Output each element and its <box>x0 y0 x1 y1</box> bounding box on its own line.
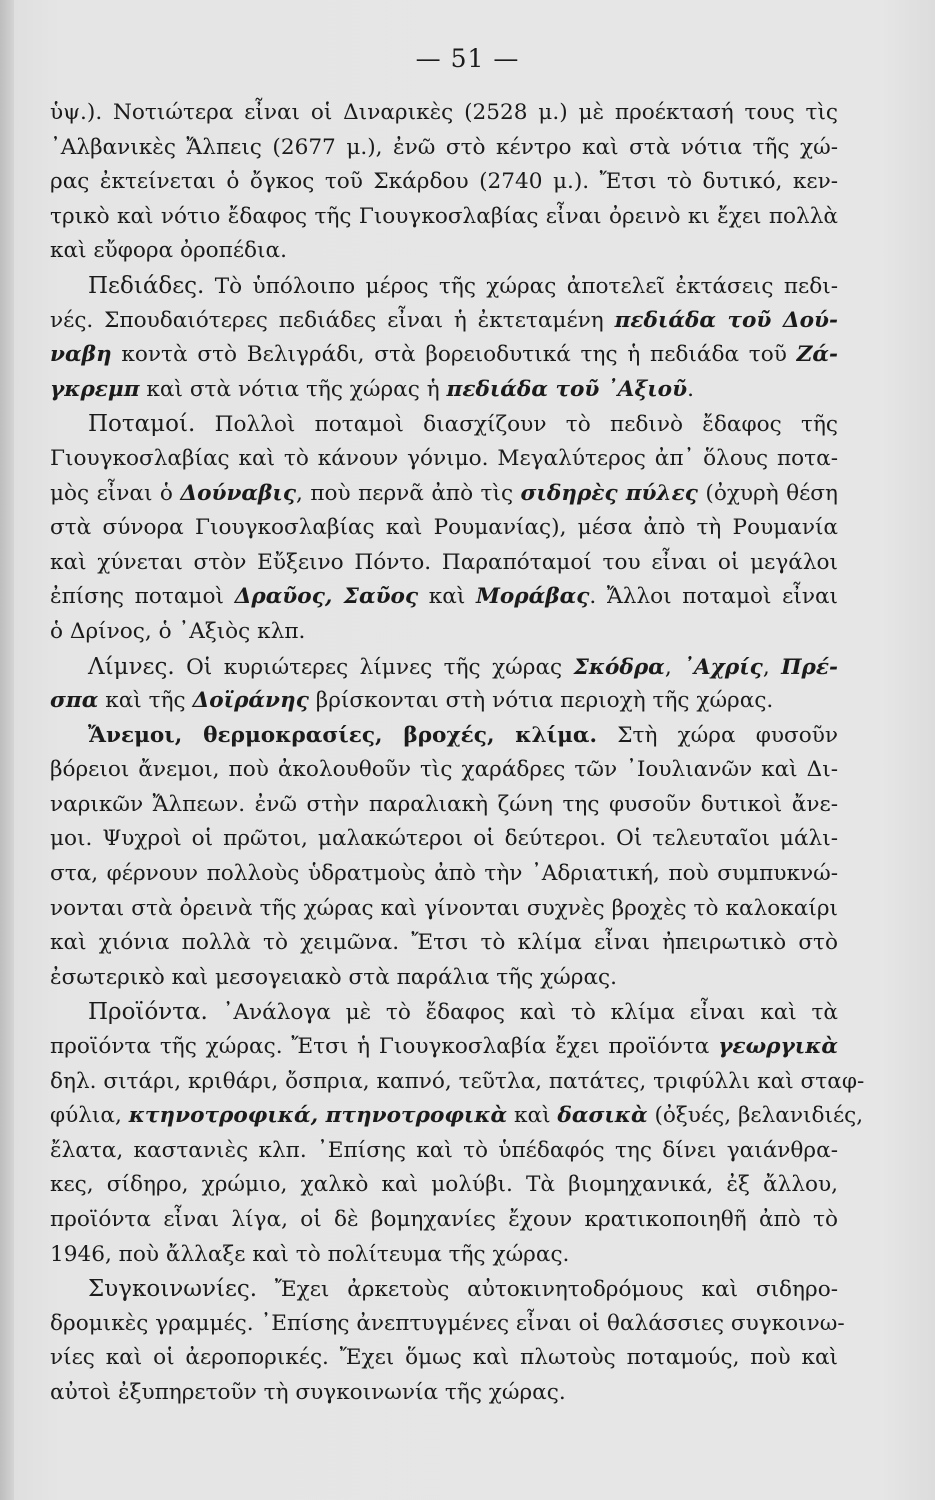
text-line <box>50 1307 845 1342</box>
text-segment: 1946, ποὺ ἄλλαξε καὶ τὸ πολίτευμα τῆς χώρας. <box>50 1241 570 1267</box>
body-text <box>50 96 865 1411</box>
page-number: — 51 — <box>415 44 520 73</box>
emphasized-term: σπα <box>50 688 99 714</box>
text-segment: ἔλατα, καστανιὲς κλπ. ᾿Επίσης καὶ τὸ ὑπέδαφός της δίνει γαιάνθρα- <box>50 1137 838 1163</box>
text-line <box>50 961 838 996</box>
text-segment: ἐπίσης ποταμοὶ <box>50 584 235 610</box>
text-line <box>50 580 838 615</box>
text-segment: φύλια, <box>50 1103 129 1129</box>
emphasized-term: Δούναβις <box>180 480 296 506</box>
text-segment: καὶ <box>507 1103 558 1129</box>
emphasized-term: Ἄνεμοι, θερμοκρασίες, βροχές, κλίμα. <box>88 722 598 748</box>
text-line <box>50 442 838 477</box>
text-segment: καὶ <box>418 584 476 610</box>
text-segment: προϊόντα τῆς χώρας. Ἔτσι ἡ Γιουγκοσλαβία ἔχει προϊόντα <box>50 1034 719 1060</box>
text-segment: καὶ χύνεται στὸν Εὔξεινο Πόντο. Παραπόταμοί του εἶναι οἱ μεγάλοι <box>50 549 838 575</box>
emphasized-term: σιδηρὲς πύλες <box>520 480 698 506</box>
text-segment: καὶ εὔφορα ὀροπέδια. <box>50 238 287 264</box>
text-segment: μοι. Ψυχροὶ οἱ πρῶτοι, μαλακώτεροι οἱ δεύτεροι. Οἱ τελευταῖοι μάλι- <box>50 826 838 852</box>
text-line <box>50 1341 838 1376</box>
text-line <box>50 234 838 269</box>
text-segment: δρομικὲς γραμμές. ᾿Επίσης ἀνεπτυγμένες εἶναι οἱ θαλάσσιες συγκοινω- <box>50 1310 845 1336</box>
emphasized-term: πεδιάδα τοῦ Δού- <box>614 307 838 333</box>
text-segment: νονται στὰ ὀρεινὰ τῆς χώρας καὶ γίνονται συχνὲς βροχὲς τὸ καλοκαίρι <box>50 895 838 921</box>
text-segment: ὁ Δρίνος, ὁ ᾿Αξιὸς κλπ. <box>50 618 306 644</box>
text-line <box>50 719 838 754</box>
text-line <box>50 1065 865 1100</box>
text-segment: ᾿Ανάλογα μὲ τὸ ἔδαφος καὶ τὸ κλίμα εἶναι καὶ τὰ <box>207 1000 838 1026</box>
text-line <box>50 892 838 927</box>
emphasized-term: γκρεμπ <box>50 376 140 402</box>
text-line <box>50 1168 838 1203</box>
text-line <box>50 373 838 408</box>
text-segment: καὶ χιόνια πολλὰ τὸ χειμῶνα. Ἔτσι τὸ κλίμα εἶναι ἠπειρωτικὸ στὸ <box>50 930 838 956</box>
text-segment: Πολλοὶ ποταμοὶ διασχίζουν τὸ πεδινὸ ἔδαφος τῆς <box>195 412 838 438</box>
text-segment: κοντὰ στὸ Βελιγράδι, στὰ βορειοδυτικά της ἡ πεδιάδα τοῦ <box>111 342 797 368</box>
text-line <box>50 995 838 1030</box>
text-line <box>50 1134 838 1169</box>
section-heading: Συγκοινωνίες. <box>88 1276 258 1303</box>
emphasized-term: γεωργικὰ <box>718 1034 838 1060</box>
text-line <box>50 788 838 823</box>
text-segment: ἐσωτερικὸ καὶ μεσογειακὸ στὰ παράλια τῆς χώρας. <box>50 964 618 990</box>
text-line <box>50 511 838 546</box>
text-segment: ᾿Αλβανικὲς Ἄλπεις (2677 μ.), ἐνῶ στὸ κέντρο καὶ στὰ νότια τῆς χώ- <box>50 134 838 160</box>
text-segment: καὶ τῆς <box>98 688 193 714</box>
text-line <box>50 615 838 650</box>
section-heading: Πεδιάδες. <box>88 272 205 299</box>
text-line <box>50 1030 838 1065</box>
text-segment: ὑψ.). Νοτιώτερα εἶναι οἱ Διναρικὲς (2528 μ.) μὲ προέκτασή τους τὶς <box>50 100 838 125</box>
text-segment: Οἱ κυριώτερες λίμνες τῆς χώρας <box>174 654 574 680</box>
emphasized-term: δασικὰ <box>557 1103 648 1129</box>
text-segment: βόρειοι ἄνεμοι, ποὺ ἀκολουθοῦν τὶς χαράδρες τῶν ᾿Ιουλιανῶν καὶ Δι- <box>50 757 838 783</box>
emphasized-term: Δραῦος, Σαῦος <box>234 584 419 610</box>
text-line <box>50 1376 838 1411</box>
text-line <box>50 1272 838 1307</box>
text-segment: Γιουγκοσλαβίας καὶ τὸ κάνουν γόνιμο. Μεγαλύτερος ἀπ᾿ ὅλους ποτα- <box>50 445 838 471</box>
text-segment: βρίσκονται στὴ νότια περιοχὴ τῆς χώρας. <box>308 688 774 714</box>
text-segment: Στὴ χώρα φυσοῦν <box>597 722 838 748</box>
text-segment: αὐτοὶ ἐξυπηρετοῦν τὴ συγκοινωνία τῆς χώρας. <box>50 1379 566 1405</box>
text-segment: . <box>687 376 694 402</box>
text-line <box>50 96 838 131</box>
text-line <box>50 407 838 442</box>
text-segment: ναρικῶν Ἄλπεων. ἐνῶ στὴν παραλιακὴ ζώνη της φυσοῦν δυτικοὶ ἄνε- <box>50 791 838 817</box>
text-segment: στα, φέρνουν πολλοὺς ὑδρατμοὺς ἀπὸ τὴν ᾿Αδριατική, ποὺ συμπυκνώ- <box>50 861 838 887</box>
text-line <box>50 338 838 373</box>
text-line <box>50 200 838 235</box>
emphasized-term: Πρέ- <box>781 654 838 680</box>
text-segment: ρας ἐκτείνεται ὁ ὄγκος τοῦ Σκάρδου (2740 μ.). Ἔτσι τὸ δυτικό, κεν- <box>50 169 838 195</box>
text-segment: Τὸ ὑπόλοιπο μέρος τῆς χώρας ἀποτελεῖ ἐκτάσεις πεδι- <box>204 273 838 299</box>
emphasized-term: πεδιάδα τοῦ ᾿Αξιοῦ <box>446 376 688 402</box>
text-line <box>50 304 838 339</box>
emphasized-term: Μοράβας <box>476 584 590 610</box>
text-segment: , <box>664 654 684 680</box>
emphasized-term: κτηνοτροφικά, πτηνοτροφικὰ <box>128 1103 508 1129</box>
emphasized-term: Δοϊράνης <box>192 688 309 714</box>
text-segment: (ὀξυές, βελανιδιές, <box>647 1103 864 1129</box>
text-line <box>50 753 838 788</box>
text-line <box>50 650 838 685</box>
text-line <box>50 1203 838 1238</box>
text-segment: κες, σίδηρο, χρώμιο, χαλκὸ καὶ μολύβι. Τὰ βιομηχανικά, ἐξ ἄλλου, <box>50 1172 838 1198</box>
emphasized-term: Ζά- <box>796 342 838 368</box>
text-line <box>50 857 838 892</box>
text-line <box>50 269 838 304</box>
text-segment: , <box>762 654 782 680</box>
text-line <box>50 546 838 581</box>
text-line <box>50 1238 838 1273</box>
text-line <box>50 926 838 961</box>
text-line <box>50 165 838 200</box>
emphasized-term: Σκόδρα <box>573 654 665 680</box>
text-segment: , ποὺ περνᾶ ἀπὸ τὶς <box>296 480 521 506</box>
text-segment: καὶ στὰ νότια τῆς χώρας ἡ <box>139 376 447 402</box>
text-segment: στὰ σύνορα Γιουγκοσλαβίας καὶ Ρουμανίας), μέσα ἀπὸ τὴ Ρουμανία <box>50 515 838 541</box>
text-segment: νές. Σπουδαιότερες πεδιάδες εἶναι ἡ ἐκτεταμένη <box>50 307 615 333</box>
text-segment: . Ἄλλοι ποταμοὶ εἶναι <box>589 584 838 610</box>
text-segment: τρικὸ καὶ νότιο ἔδαφος τῆς Γιουγκοσλαβίας εἶναι ὀρεινὸ κι ἔχει πολλὰ <box>50 203 838 229</box>
text-segment: (ὀχυρὴ θέση <box>697 480 838 506</box>
emphasized-term: ᾿Αχρίς <box>683 654 763 680</box>
text-line <box>50 822 838 857</box>
text-segment: μὸς εἶναι ὁ <box>50 480 181 506</box>
text-line <box>50 131 838 166</box>
text-segment: προϊόντα εἶναι λίγα, οἱ δὲ βομηχανίες ἔχουν κρατικοποιηθῆ ἀπὸ τὸ <box>50 1207 838 1232</box>
page-binding-edge <box>0 0 14 1500</box>
emphasized-term: ναβη <box>50 342 112 368</box>
text-line <box>50 477 838 512</box>
section-heading: Προϊόντα. <box>88 999 208 1026</box>
text-line <box>50 684 838 719</box>
text-segment: νίες καὶ οἱ ἀεροπορικές. Ἔχει ὅμως καὶ πλωτοὺς ποταμούς, ποὺ καὶ <box>50 1345 838 1371</box>
section-heading: Λίμνες. <box>88 653 175 680</box>
text-line <box>50 1099 864 1134</box>
section-heading: Ποταμοί. <box>88 411 196 438</box>
text-segment: δηλ. σιτάρι, κριθάρι, ὄσπρια, καπνό, τεῦτλα, πατάτες, τριφύλλι καὶ σταφ- <box>50 1068 865 1094</box>
text-segment: Ἔχει ἀρκετοὺς αὐτοκινητοδρόμους καὶ σιδηρο- <box>257 1277 838 1303</box>
